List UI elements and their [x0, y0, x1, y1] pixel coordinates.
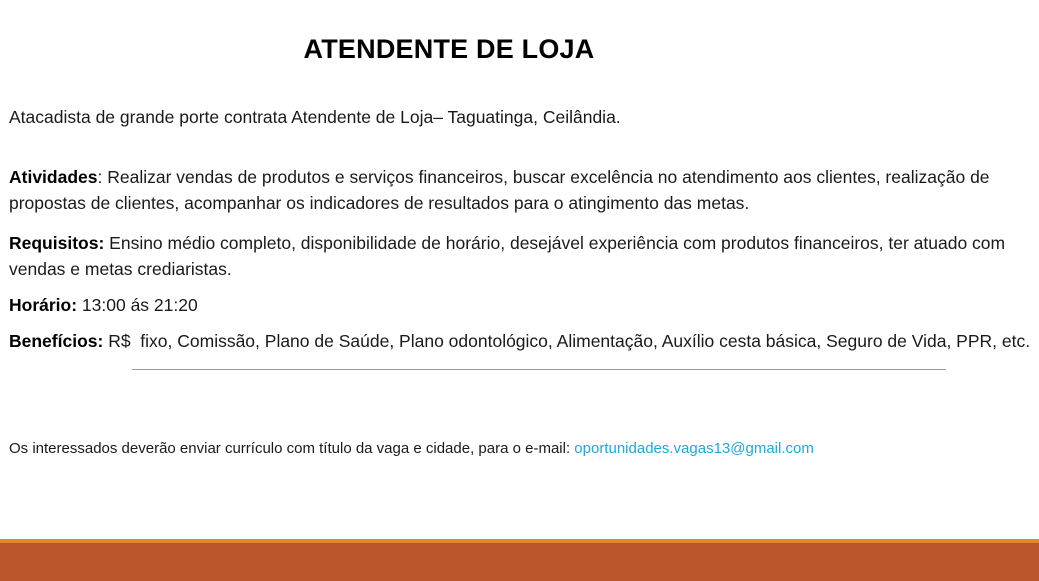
requisitos-text: Ensino médio completo, disponibilidade de horário, desejável experiência com produtos financeiros, ter atuado com vendas e metas crediaristas.: [9, 233, 1006, 279]
horario-text: 13:00 ás 21:20: [77, 295, 198, 315]
page-title: ATENDENTE DE LOJA: [303, 34, 595, 64]
requisitos-label: Requisitos:: [9, 233, 105, 253]
email-link[interactable]: oportunidades.vagas13@gmail.com: [574, 440, 814, 457]
beneficios-label: Benefícios:: [9, 331, 104, 351]
horario-paragraph: [9, 292, 1031, 318]
beneficios-paragraph: [9, 328, 1031, 354]
contact-line: [9, 438, 814, 460]
horario-label: Horário:: [9, 295, 78, 315]
atividades-text: : Realizar vendas de produtos e serviços financeiros, buscar excelência no atendimento aos clientes, realização de propostas de clientes, acompanhar os indicadores de resultados para o atingimento das metas.: [9, 167, 990, 213]
atividades-paragraph: [9, 164, 1031, 216]
beneficios-text: R$ fixo, Comissão, Plano de Saúde, Plano odontológico, Alimentação, Auxílio cesta básica, Seguro de Vida, PPR, etc.: [103, 331, 1031, 351]
contact-text: Os interessados deverão enviar currículo com título da vaga e cidade, para o e-mail:: [9, 440, 575, 457]
divider-line: [132, 369, 946, 370]
intro-text: Atacadista de grande porte contrata Atendente de Loja– Taguatinga, Ceilândia.: [9, 107, 621, 127]
atividades-label: Atividades: [9, 167, 98, 187]
footer-bar: [0, 543, 1039, 581]
requisitos-paragraph: [9, 230, 1031, 282]
